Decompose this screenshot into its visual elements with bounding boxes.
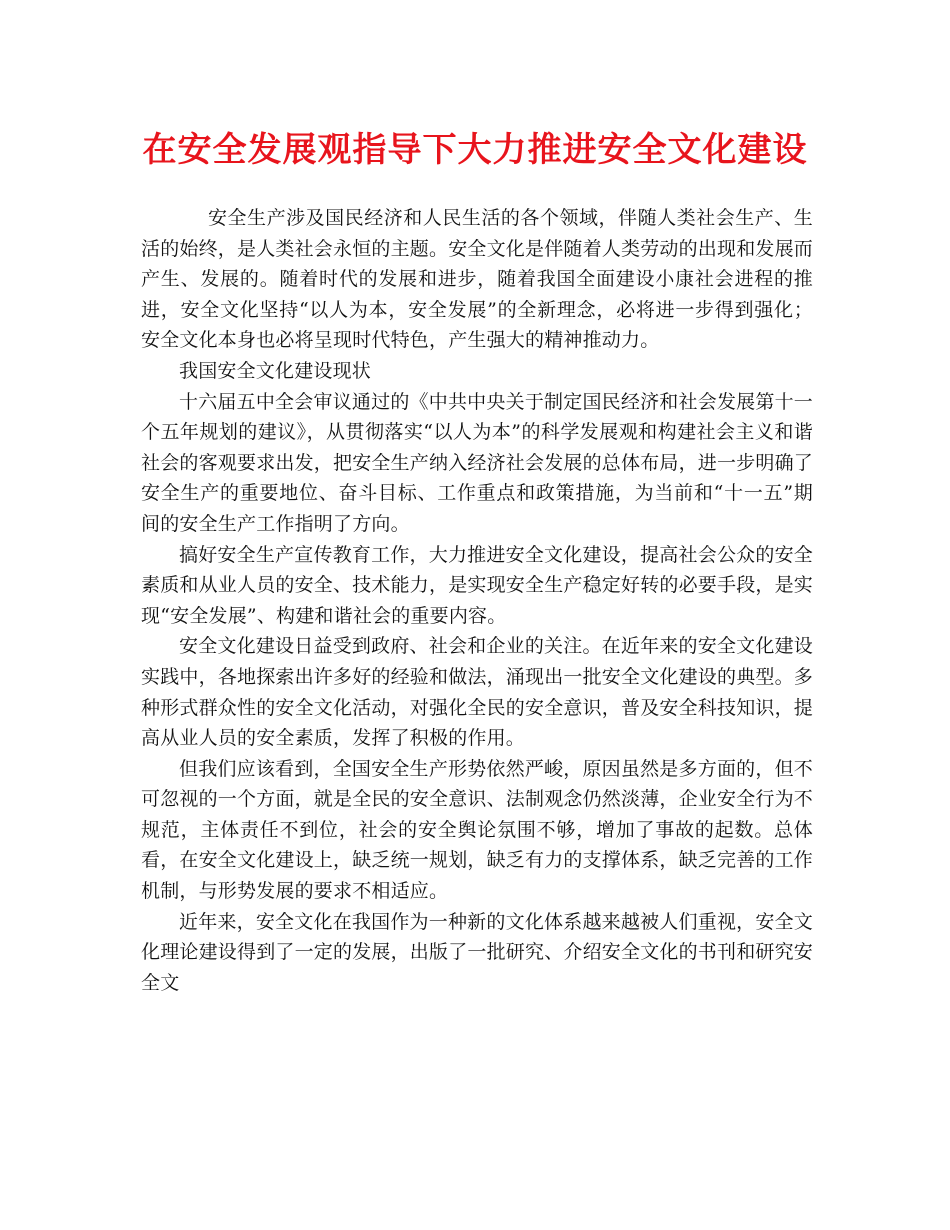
- paragraph: 安全文化建设日益受到政府、社会和企业的关注。在近年来的安全文化建设实践中，各地探索出许多好的经验和做法，涌现出一批安全文化建设的典型。多种形式群众性的安全文化活动，对强化全民的安全意识，普及安全科技知识，提高从业人员的安全素质，发挥了积极的作用。: [141, 635, 814, 750]
- paragraph-intro: 安全生产涉及国民经济和人民生活的各个领域，伴随人类社会生产、生活的始终，是人类社会永恒的主题。安全文化是伴随着人类劳动的出现和发展而产生、发展的。随着时代的发展和进步，随着我国全面建设小康社会进程的推进，安全文化坚持“以人为本，安全发展”的全新理念，必将进一步得到强化；安全文化本身也必将呈现时代特色，产生强大的精神推动力。: [141, 207, 814, 352]
- document-body: [141, 203, 813, 998]
- document-title: 在安全发展观指导下大力推进安全文化建设: [142, 130, 808, 170]
- section-heading: 我国安全文化建设现状: [179, 359, 372, 382]
- paragraph: 搞好安全生产宣传教育工作，大力推进安全文化建设，提高社会公众的安全素质和从业人员的安全、技术能力，是实现安全生产稳定好转的必要手段，是实现“安全发展”、构建和谐社会的重要内容。: [141, 543, 814, 627]
- paragraph: 十六届五中全会审议通过的《中共中央关于制定国民经济和社会发展第十一个五年规划的建议》，从贯彻落实“以人为本”的科学发展观和构建社会主义和谐社会的客观要求出发，把安全生产纳入经济社会发展的总体布局，进一步明确了安全生产的重要地位、奋斗目标、工作重点和政策措施，为当前和“十一五”期间的安全生产工作指明了方向。: [141, 390, 814, 535]
- paragraph: 近年来，安全文化在我国作为一种新的文化体系越来越被人们重视，安全文化理论建设得到了一定的发展，出版了一批研究、介绍安全文化的书刊和研究安全文: [141, 910, 814, 994]
- paragraph: 但我们应该看到，全国安全生产形势依然严峻，原因虽然是多方面的，但不可忽视的一个方面，就是全民的安全意识、法制观念仍然淡薄，企业安全行为不规范，主体责任不到位，社会的安全舆论氛围不够，增加了事故的起数。总体看，在安全文化建设上，缺乏统一规划，缺乏有力的支撑体系，缺乏完善的工作机制，与形势发展的要求不相适应。: [141, 757, 814, 903]
